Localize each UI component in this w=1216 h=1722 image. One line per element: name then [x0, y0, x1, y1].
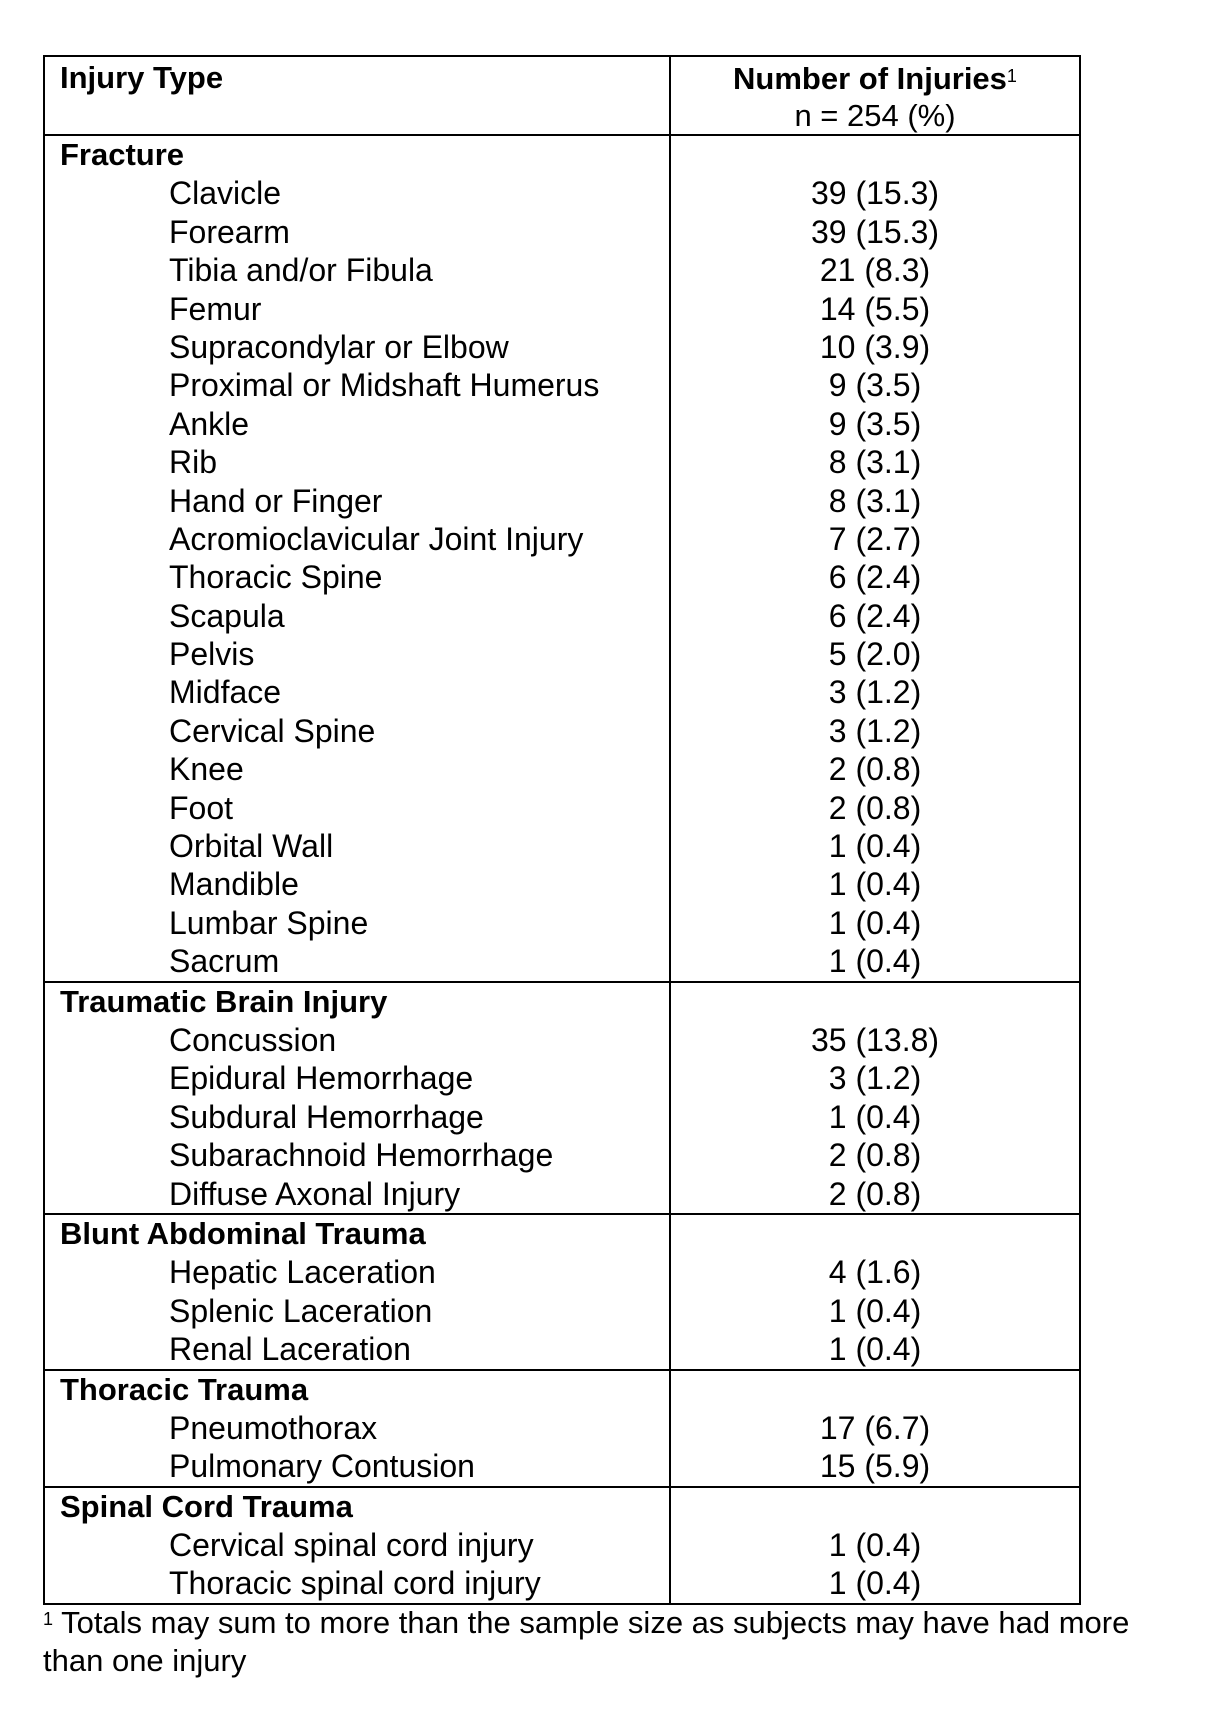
row-label: Cervical spinal cord injury: [169, 1527, 534, 1564]
row-value: 1 (0.4): [828, 828, 922, 865]
row-label: Subdural Hemorrhage: [169, 1098, 484, 1135]
table-section: [45, 1486, 1079, 1603]
row-label: Foot: [169, 789, 234, 826]
row-label: Knee: [169, 751, 244, 788]
row-label: Proximal or Midshaft Humerus: [169, 367, 600, 404]
section-title: Spinal Cord Trauma: [60, 1488, 353, 1524]
row-label: Cervical Spine: [169, 712, 376, 749]
row-value: 17 (6.7): [819, 1409, 931, 1446]
row-value: 2 (0.8): [828, 1175, 922, 1212]
section-title-spacer: [671, 1488, 1079, 1526]
row-label: Scapula: [169, 597, 285, 634]
row-label: Forearm: [169, 213, 290, 250]
section-values: [671, 136, 1079, 981]
table-section: [45, 981, 1079, 1213]
row-value: 4 (1.6): [828, 1254, 922, 1291]
table-section: [45, 1213, 1079, 1369]
row-value: 39 (15.3): [810, 175, 940, 212]
row-value: 6 (2.4): [828, 597, 922, 634]
row-label: Lumbar Spine: [169, 904, 369, 941]
row-value: 1 (0.4): [828, 1565, 922, 1602]
row-value: 9 (3.5): [828, 405, 922, 442]
header-count-label: Number of Injuries: [733, 61, 1007, 96]
header-footnote-marker: 1: [1006, 66, 1017, 86]
row-value: 2 (0.8): [828, 789, 922, 826]
row-value: 2 (0.8): [828, 751, 922, 788]
row-label: Ankle: [169, 405, 250, 442]
row-label: Tibia and/or Fibula: [169, 252, 433, 289]
table-header: [45, 57, 1079, 136]
row-label: Supracondylar or Elbow: [169, 328, 509, 365]
row-value: 5 (2.0): [828, 636, 922, 673]
injury-table: [43, 55, 1081, 1605]
section-labels: [45, 1488, 671, 1603]
row-value: 8 (3.1): [828, 444, 922, 481]
row-label: Renal Laceration: [169, 1331, 411, 1368]
row-label: Hepatic Laceration: [169, 1254, 436, 1291]
section-labels: [45, 1371, 671, 1486]
row-label: Pulmonary Contusion: [169, 1448, 475, 1485]
row-label: Subarachnoid Hemorrhage: [169, 1137, 554, 1174]
row-label: Concussion: [169, 1021, 337, 1058]
footnote: [43, 1604, 1143, 1680]
row-value: 14 (5.5): [819, 290, 931, 327]
section-values: [671, 1371, 1079, 1486]
row-label: Orbital Wall: [169, 828, 334, 865]
section-title: Blunt Abdominal Trauma: [60, 1215, 426, 1251]
row-label: Clavicle: [169, 175, 282, 212]
section-title: Traumatic Brain Injury: [60, 983, 388, 1019]
row-label: Mandible: [169, 866, 299, 903]
section-labels: [45, 1215, 671, 1369]
row-label: Diffuse Axonal Injury: [169, 1175, 461, 1212]
row-value: 1 (0.4): [828, 1527, 922, 1564]
row-value: 3 (1.2): [828, 1060, 922, 1097]
row-label: Thoracic spinal cord injury: [169, 1565, 541, 1602]
row-label: Epidural Hemorrhage: [169, 1060, 474, 1097]
row-value: 1 (0.4): [828, 866, 922, 903]
table-body: [45, 136, 1079, 1603]
section-values: [671, 983, 1079, 1213]
section-title: Fracture: [60, 137, 185, 172]
row-label: Rib: [169, 444, 218, 481]
header-number-of-injuries: [671, 57, 1079, 134]
row-value: 1 (0.4): [828, 1098, 922, 1135]
row-value: 7 (2.7): [828, 520, 922, 557]
row-value: 6 (2.4): [828, 559, 922, 596]
section-values: [671, 1215, 1079, 1369]
row-value: 21 (8.3): [819, 252, 931, 289]
row-value: 10 (3.9): [819, 328, 931, 365]
section-title: Thoracic Trauma: [60, 1371, 309, 1407]
row-value: 3 (1.2): [828, 712, 922, 749]
row-value: 8 (3.1): [828, 482, 922, 519]
row-value: 39 (15.3): [810, 213, 940, 250]
row-label: Splenic Laceration: [169, 1292, 433, 1329]
row-label: Femur: [169, 290, 262, 327]
row-value: 1 (0.4): [828, 943, 922, 980]
section-title-spacer: [671, 1371, 1079, 1409]
section-title-spacer: [671, 983, 1079, 1021]
section-title-spacer: [671, 1215, 1079, 1253]
table-section: [45, 136, 1079, 981]
row-label: Pelvis: [169, 636, 255, 673]
row-value: 35 (13.8): [810, 1021, 940, 1058]
section-values: [671, 1488, 1079, 1603]
header-injury-type: Injury Type: [45, 57, 671, 134]
row-label: Sacrum: [169, 943, 280, 980]
row-value: 9 (3.5): [828, 367, 922, 404]
row-value: 1 (0.4): [828, 1331, 922, 1368]
row-value: 15 (5.9): [819, 1448, 931, 1485]
row-value: 1 (0.4): [828, 1292, 922, 1329]
row-label: Thoracic Spine: [169, 559, 383, 596]
row-value: 3 (1.2): [828, 674, 922, 711]
header-sample-size: n = 254 (%): [794, 98, 956, 133]
row-label: Hand or Finger: [169, 482, 383, 519]
footnote-text: Totals may sum to more than the sample size as subjects may have had more than one injury: [43, 1605, 1130, 1678]
row-label: Pneumothorax: [169, 1409, 378, 1446]
row-label: Acromioclavicular Joint Injury: [169, 520, 584, 557]
row-value: 2 (0.8): [828, 1137, 922, 1174]
row-label: Midface: [169, 674, 282, 711]
table-section: [45, 1369, 1079, 1486]
footnote-marker: 1: [43, 1609, 54, 1629]
section-labels: [45, 136, 671, 981]
section-labels: [45, 983, 671, 1213]
row-value: 1 (0.4): [828, 904, 922, 941]
section-title-spacer: [671, 136, 1079, 174]
